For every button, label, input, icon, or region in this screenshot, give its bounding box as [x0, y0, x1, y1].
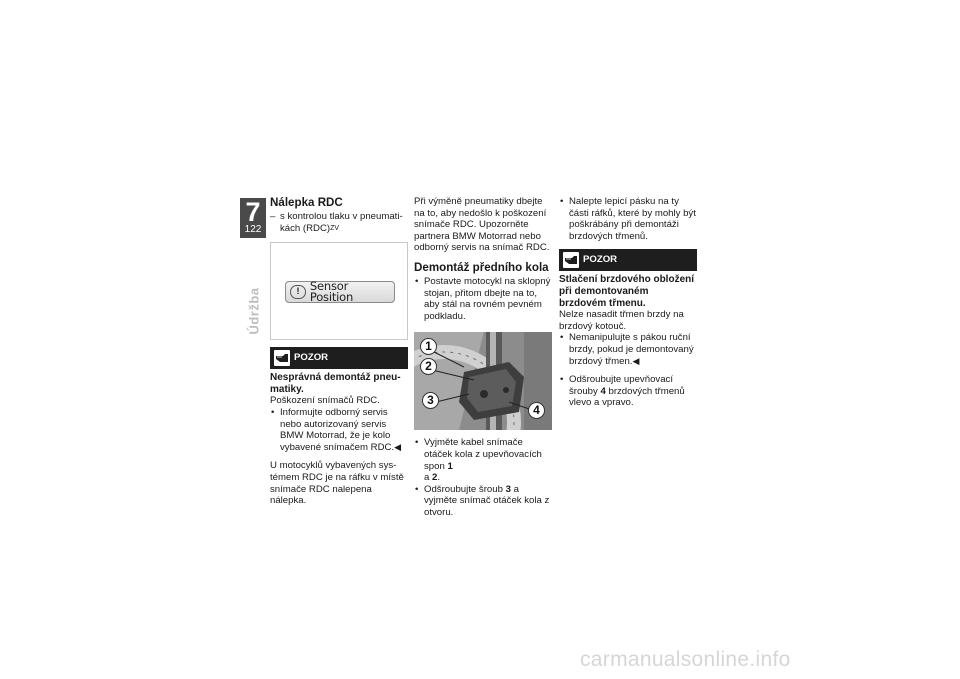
- bullet-tape: • Nalepte lepicí pásku na ty části ráfků, které by mohly být poškrábány při demontáži brzdových třmenů.: [559, 196, 697, 242]
- warning-label: POZOR: [583, 254, 618, 266]
- warning-bullet: • Informujte odborný servis nebo autorizovaný servis BMW Motorrad, že je kolo vybavené snímačem RDC.◀: [270, 407, 408, 453]
- warning-description: Nelze nasadit třmen brzdy na brzdový kotouč.: [559, 309, 684, 332]
- callout-4: 4: [528, 402, 545, 419]
- side-chapter-title: [244, 276, 264, 346]
- section-heading-front-wheel: Demontáž předního kola: [414, 260, 549, 274]
- side-chapter-title-text: Údržba: [246, 287, 262, 335]
- warning-bullet: • Nemanipulujte s pákou ruční brzdy, pokud je demontovaný brzdový třmen.◀: [559, 332, 697, 367]
- warning-title: Nesprávná demontáž pneumatiky.: [270, 372, 401, 395]
- section-heading-rdc-sticker: Nálepka RDC: [270, 196, 343, 209]
- chapter-number: 7: [245, 197, 261, 227]
- hand-warning-icon: [274, 350, 290, 366]
- page-number: 122: [244, 224, 262, 235]
- warning-banner-2: [559, 249, 697, 271]
- sticker-text: Sensor Position: [309, 278, 354, 305]
- callout-1: 1: [420, 338, 437, 355]
- dash-item: – s kontrolou tlaku v pneumatikách (RDC)$^{ZV}$: [270, 211, 408, 234]
- watermark: carmanualsonline.info: [580, 648, 791, 671]
- sticker-image: [270, 242, 408, 340]
- warning-label: POZOR: [294, 352, 329, 364]
- column-3: [559, 196, 697, 409]
- bullet-caliper-bolts: • Odšroubujte upevňovací šrouby 4 brzdových třmenů vlevo a vpravo.: [559, 374, 697, 409]
- bullet-stand: • Postavte motocykl na sklopný stojan, přitom dbejte na to, aby stál na rovném pevném podkladu.: [414, 276, 552, 322]
- callout-2: 2: [420, 358, 437, 375]
- exclamation-icon: !: [290, 285, 306, 299]
- callout-3: 3: [422, 392, 439, 409]
- brake-caliper-photo: [414, 332, 552, 430]
- sensor-position-sticker: [285, 278, 395, 305]
- hand-warning-icon: [563, 252, 579, 268]
- warning-description: Poškození snímačů RDC.: [270, 395, 380, 407]
- warning-title: Stlačení brzdového obložení při demontovaném brzdovém třmenu.: [559, 274, 695, 309]
- bullet-unscrew-bolt: • Odšroubujte šroub 3 a vyjměte snímač otáček kola z otvoru.: [414, 484, 552, 519]
- paragraph-rdc-sticker: U motocyklů vybavených systémem RDC je na ráfku v místě snímače RDC nalepena nálepka.: [270, 460, 404, 507]
- chapter-tab: [240, 198, 266, 238]
- column-1: [270, 196, 408, 507]
- end-mark-icon: ◀: [394, 441, 402, 452]
- intro-paragraph: Při výměně pneumatiky dbejte na to, aby nedošlo k poškození snímače RDC. Upozorněte partnera BMW Motorrad nebo odborný servis na snímač RDC.: [414, 196, 550, 254]
- warning-banner: [270, 347, 408, 369]
- bullet-sensor-cable: • Vyjměte kabel snímače otáček kola z upevňovacích spon 1 a 2.: [414, 437, 552, 483]
- option-superscript: ZV: [330, 224, 340, 232]
- column-2: [414, 196, 552, 519]
- end-mark-icon: ◀: [632, 355, 640, 366]
